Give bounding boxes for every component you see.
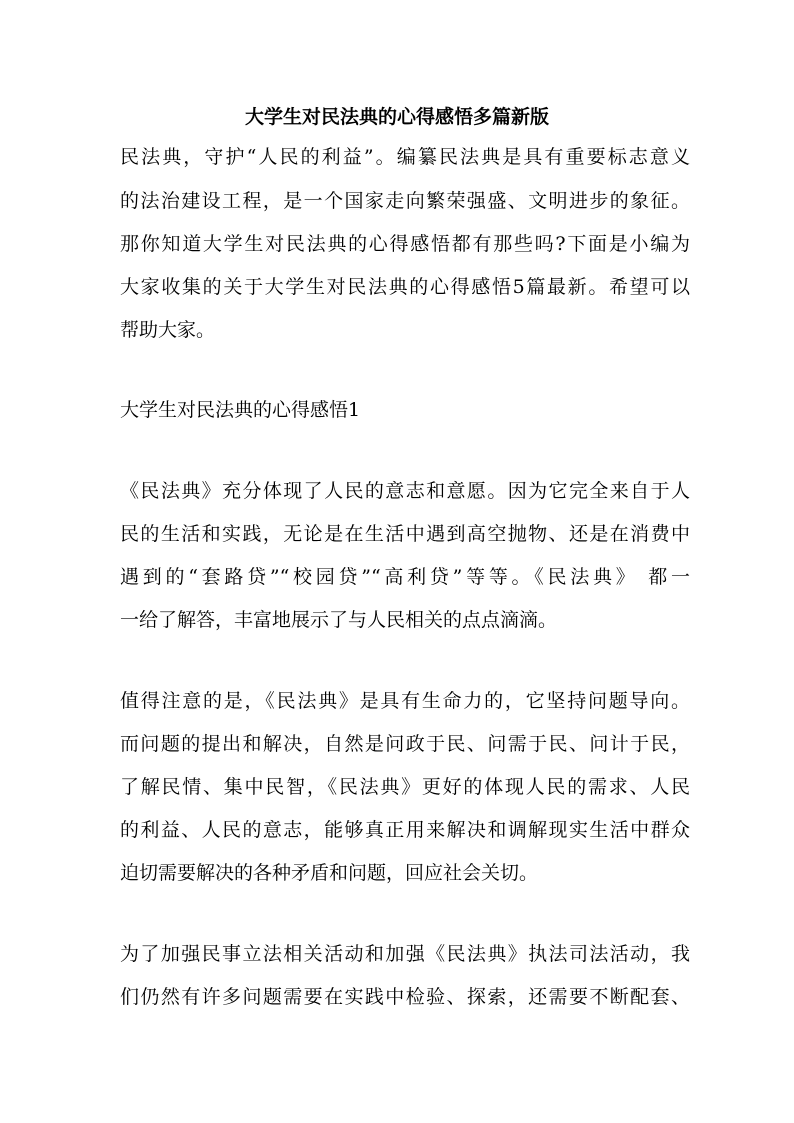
paragraph2-line-4: 的利益、人民的意志，能够真正用来解决和调解现实生活中群众: [120, 819, 690, 841]
paragraph3-line-1: 为了加强民事立法相关活动和加强《民法典》执法司法活动，我: [120, 943, 690, 965]
paragraph1-line-1: 《民法典》充分体现了人民的意志和意愿。因为它完全来自于人: [120, 480, 690, 502]
intro-line-4: 大家收集的关于大学生对民法典的心得感悟5篇最新。希望可以: [120, 276, 690, 298]
section-heading: 大学生对民法典的心得感悟1: [120, 399, 361, 421]
paragraph1-line-2: 民的生活和实践，无论是在生活中遇到高空抛物、还是在消费中: [120, 523, 690, 545]
paragraph3-line-2: 们仍然有许多问题需要在实践中检验、探索，还需要不断配套、: [120, 986, 690, 1008]
paragraph1-line-3: 遇到的“套路贷”“校园贷”“高利贷”等等。《民法典》 都一: [120, 566, 690, 588]
paragraph2-line-5: 迫切需要解决的各种矛盾和问题，回应社会关切。: [120, 862, 539, 884]
paragraph2-line-3: 了解民情、集中民智，《民法典》更好的体现人民的需求、人民: [120, 776, 690, 798]
paragraph1-line-4: 一给了解答，丰富地展示了与人民相关的点点滴滴。: [120, 609, 558, 631]
paragraph2-line-2: 而问题的提出和解决，自然是问政于民、问需于民、问计于民，: [120, 733, 690, 755]
intro-line-1: 民法典，守护“人民的利益”。编纂民法典是具有重要标志意义: [120, 146, 690, 168]
intro-line-2: 的法治建设工程，是一个国家走向繁荣强盛、文明进步的象征。: [120, 190, 690, 212]
intro-line-3: 那你知道大学生对民法典的心得感悟都有那些吗?下面是小编为: [120, 233, 690, 255]
paragraph2-line-1: 值得注意的是，《民法典》是具有生命力的，它坚持问题导向。: [120, 690, 690, 712]
intro-line-5: 帮助大家。: [120, 319, 216, 341]
document-title: 大学生对民法典的心得感悟多篇新版: [244, 106, 549, 128]
